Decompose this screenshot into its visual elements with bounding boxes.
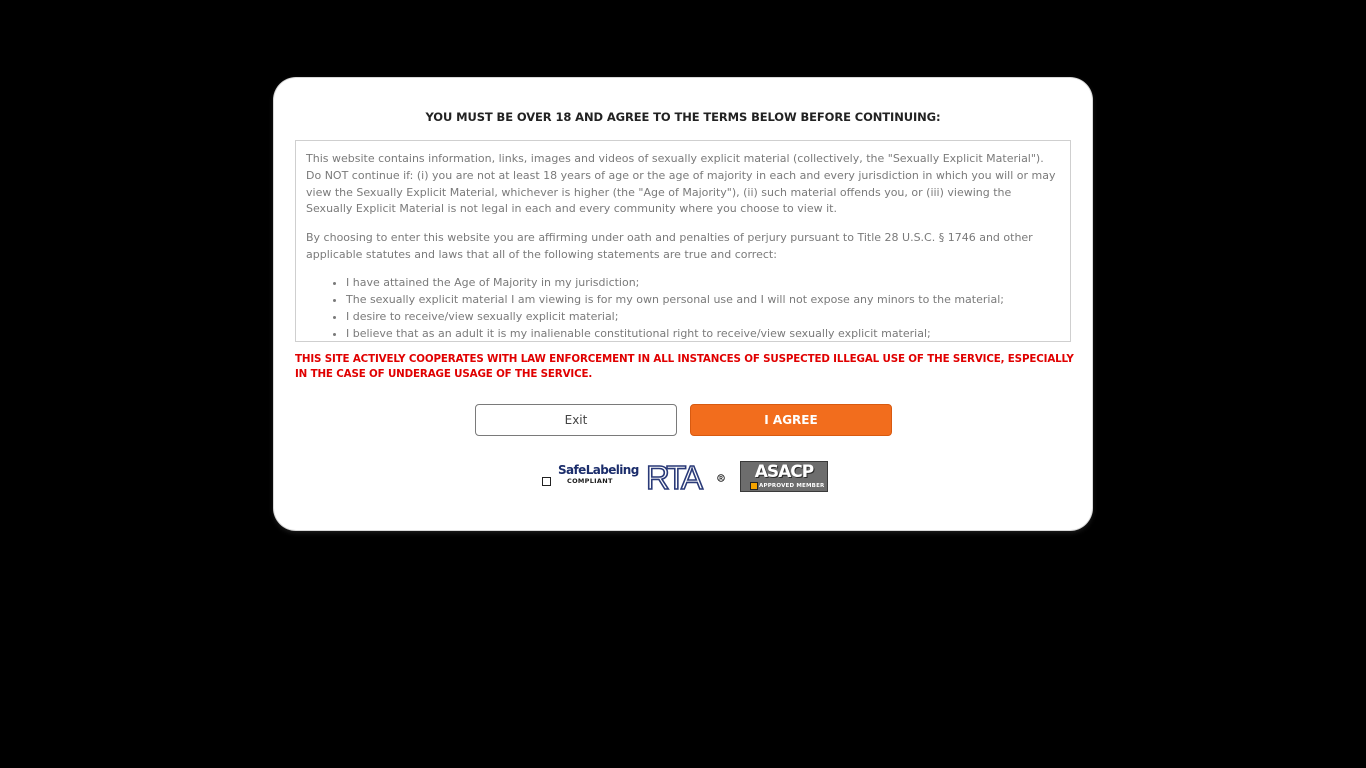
terms-statement-item: • The sexually explicit material I am viewing is for my own personal use and I will not expose any minors to the material;	[346, 291, 1058, 308]
safelabeling-logo-subtext: COMPLIANT	[567, 477, 613, 485]
compliance-logos	[274, 460, 1092, 494]
asacp-logo-text: ASACP	[754, 462, 814, 482]
terms-statement-item: • I desire to receive/view sexually explicit material;	[346, 308, 1058, 325]
terms-statement-list	[306, 274, 1058, 342]
check-icon	[750, 482, 758, 490]
terms-paragraph-2: By choosing to enter this website you are affirming under oath and penalties of perjury pursuant to Title 28 U.S.C. § 1746 and other applicable statutes and laws that all of the following statements are true and correct:	[306, 231, 1033, 261]
asacp-logo[interactable]	[740, 461, 828, 492]
law-enforcement-warning: THIS SITE ACTIVELY COOPERATES WITH LAW ENFORCEMENT IN ALL INSTANCES OF SUSPECTED ILLEGAL USE OF THE SERVICE, ESPECIALLY IN THE CASE OF UNDERAGE USAGE OF THE SERVICE.	[295, 353, 1074, 380]
safelabeling-logo[interactable]	[542, 462, 639, 492]
terms-paragraph-1: This website contains information, links, images and videos of sexually explicit material (collectively, the "Sexually Explicit Material"). Do NOT continue if: (i) you are not at least 18 years of age or the age of majority in each and every jurisdiction in which you will or may view the Sexually Explicit Material, whichever is higher (the "Age of Majority"), (ii) such material offends you, or (iii) viewing the Sexually Explicit Material is not legal in each and every community where you choose to view it.	[306, 152, 1056, 216]
terms-statement-item: • I believe that as an adult it is my inalienable constitutional right to receive/view sexually explicit material;	[346, 325, 1058, 342]
rta-logo-icon	[645, 461, 727, 493]
terms-statement-item: • I have attained the Age of Majority in my jurisdiction;	[346, 274, 1058, 291]
safelabeling-logo-text: SafeLabeling	[558, 463, 639, 477]
age-verification-modal	[274, 78, 1092, 530]
checkbox-icon	[542, 477, 551, 486]
exit-button[interactable]: Exit	[475, 404, 677, 436]
rta-logo-text: RTA	[646, 461, 700, 493]
terms-scroll-box[interactable]	[295, 140, 1071, 342]
modal-title: YOU MUST BE OVER 18 AND AGREE TO THE TERMS BELOW BEFORE CONTINUING:	[425, 110, 941, 124]
agree-button[interactable]: I AGREE	[690, 404, 892, 436]
rta-logo[interactable]	[645, 461, 727, 493]
svg-text:R: R	[719, 476, 723, 482]
asacp-logo-subtext: APPROVED MEMBER	[759, 483, 825, 489]
